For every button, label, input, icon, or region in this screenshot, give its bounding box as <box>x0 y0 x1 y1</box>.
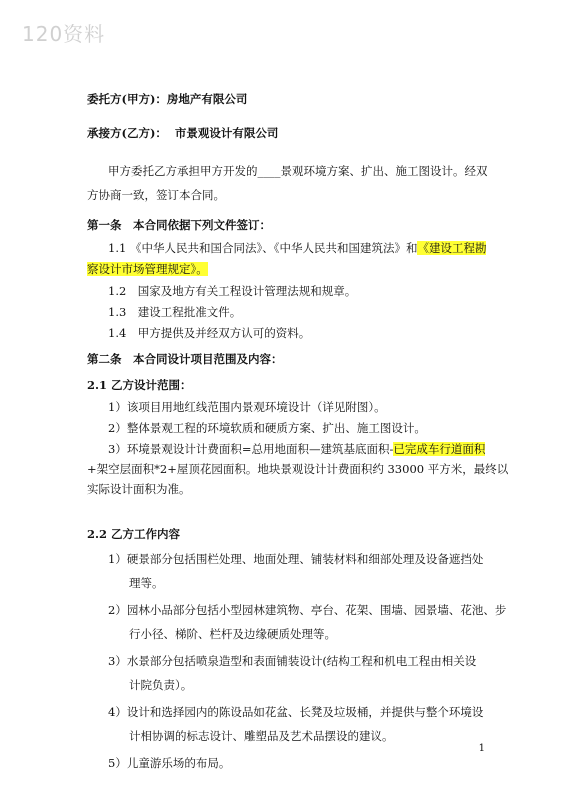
article1-item2: 1.2 国家及地方有关工程设计管理法规和规章。 <box>108 284 357 298</box>
section-2-2-item1: 1）硬景部分包括围栏处理、地面处理、铺装材料和细部处理及设备遮挡处 <box>108 552 484 566</box>
section-2-1-item2: 2）整体景观工程的环境软质和硬质方案、扩出、施工图设计。 <box>108 421 426 435</box>
contractor-name: 市景观设计有限公司 <box>174 126 279 140</box>
contractor-label: 承接方(乙方)： <box>87 126 167 140</box>
section-2-1-item3-text: 3）环境景观设计计费面积=总用地面积—建筑基底面积- <box>108 442 394 456</box>
section-2-2-item1-cont: 理等。 <box>129 576 164 590</box>
contractor-line <box>87 125 278 141</box>
client-line <box>87 91 247 107</box>
intro-line-1: 甲方委托乙方承担甲方开发的____景观环境方案、扩出、施工图设计。经双 <box>108 164 488 178</box>
section-2-1-title: 2.1 乙方设计范围： <box>87 378 192 392</box>
section-2-2-title: 2.2 乙方工作内容 <box>87 527 181 541</box>
article1-title: 第一条 本合同依据下列文件签订： <box>87 218 271 232</box>
section-2-2-item4: 4）设计和选择园内的陈设品如花盆、长凳及垃圾桶，并提供与整个环境设 <box>108 705 484 719</box>
section-2-2-item2: 2）园林小品部分包括小型园林建筑物、亭台、花架、围墙、园景墙、花池、步 <box>108 603 507 617</box>
section-2-2-item4-cont: 计相协调的标志设计、雕塑品及艺术品摆设的建议。 <box>129 729 394 743</box>
watermark: 120资料 <box>22 22 106 46</box>
article1-item1-cont <box>87 261 208 277</box>
article1-item1 <box>108 240 486 256</box>
article1-item3: 1.3 建设工程批准文件。 <box>108 305 242 319</box>
section-2-1-item3-highlight: 已完成车行道面积 <box>393 442 486 456</box>
section-2-1-item3 <box>108 441 485 457</box>
client-name: 房地产有限公司 <box>166 92 248 106</box>
section-2-2-item2-cont: 行小径、梯阶、栏杆及边缘硬质处理等。 <box>129 627 336 641</box>
article1-item1-text: 1.1 《中华人民共和国合同法》、《中华人民共和国建筑法》和 <box>108 241 418 255</box>
article1-item4: 1.4 甲方提供及并经双方认可的资料。 <box>108 326 311 340</box>
section-2-1-item3-line2: +架空层面积*2+屋顶花园面积。地块景观设计计费面积约 33000 平方米，最终以 <box>87 462 509 476</box>
article1-item1-highlight: 《建设工程勘 <box>417 241 487 255</box>
section-2-2-item5: 5）儿童游乐场的布局。 <box>108 756 231 770</box>
section-2-1-item3-line3: 实际设计面积为准。 <box>87 482 191 496</box>
section-2-2-item3-cont: 计院负责）。 <box>129 678 193 692</box>
section-2-1-item1: 1）该项目用地红线范围内景观环境设计（详见附图）。 <box>108 400 386 414</box>
article2-title: 第二条 本合同设计项目范围及内容： <box>87 352 283 366</box>
page-number: 1 <box>478 743 485 754</box>
client-label: 委托方(甲方)： <box>87 92 167 106</box>
section-2-2-item3: 3）水景部分包括喷泉造型和表面铺装设计(结构工程和机电工程由相关设 <box>108 654 477 668</box>
intro-line-2: 方协商一致，签订本合同。 <box>87 188 225 202</box>
article1-item1-highlight-cont: 察设计市场管理规定》。 <box>87 262 208 276</box>
